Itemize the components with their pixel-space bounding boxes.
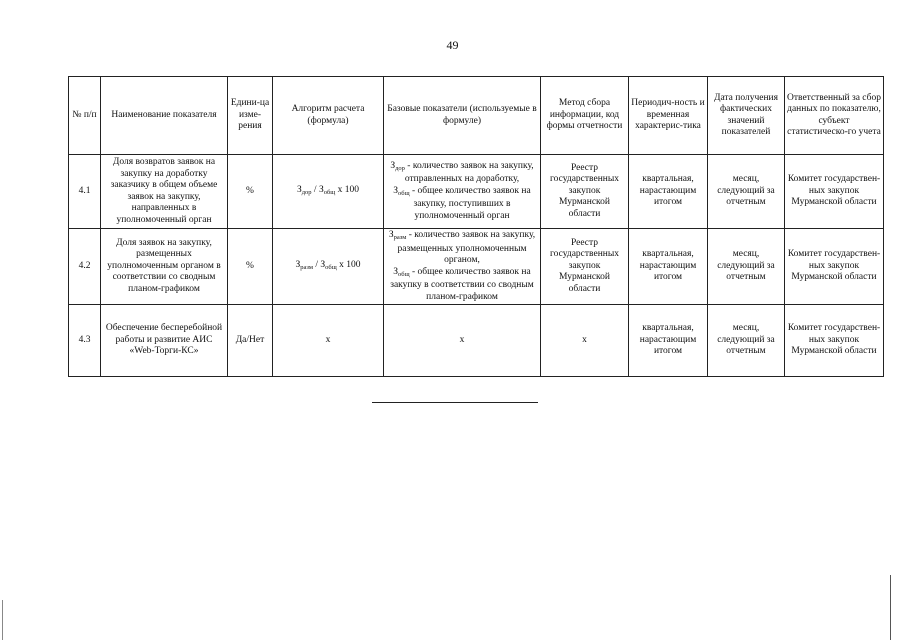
header-responsible: Ответственный за сбор данных по показателю, субъект статистическо-го учета (785, 77, 884, 155)
row-name: Обеспечение бесперебойной работы и развитие АИС «Web-Торги-КС» (101, 305, 228, 377)
row-period: квартальная, нарастающим итогом (629, 305, 708, 377)
header-date: Дата получения фактических значений показателей (708, 77, 785, 155)
indicators-table (68, 76, 884, 377)
row-date: месяц, следующий за отчетным (708, 229, 785, 305)
header-formula: Алгоритм расчета (формула) (273, 77, 384, 155)
scan-edge-line (890, 575, 891, 640)
table-row (69, 229, 884, 305)
header-unit: Едини-ца изме-рения (228, 77, 273, 155)
row-num: 4.3 (69, 305, 101, 377)
header-period: Периодич-ность и временная характерис-тика (629, 77, 708, 155)
row-base: $З_{разм}$ - количество заявок на закупку, размещенных уполномоченным органом, $З_{общ}$ - общее количество заявок на закупку в соответствии со сводным планом-графиком (384, 229, 541, 305)
row-responsible: Комитет государствен-ных закупок Мурманской области (785, 305, 884, 377)
row-formula: х (273, 305, 384, 377)
header-name: Наименование показателя (101, 77, 228, 155)
row-period: квартальная, нарастающим итогом (629, 229, 708, 305)
row-base: $З_{дор}$ - количество заявок на закупку, отправленных на доработку, $З_{общ}$ - общее количество заявок на закупку, поступивших в уполномоченный орган (384, 155, 541, 229)
row-unit: % (228, 155, 273, 229)
row-method: Реестр государственных закупок Мурманской области (541, 229, 629, 305)
row-responsible: Комитет государствен-ных закупок Мурманской области (785, 155, 884, 229)
row-date: месяц, следующий за отчетным (708, 155, 785, 229)
header-num: № п/п (69, 77, 101, 155)
row-name: Доля возвратов заявок на закупку на доработку заказчику в общем объеме заявок на закупку, направленных в уполномоченный орган (101, 155, 228, 229)
row-num: 4.2 (69, 229, 101, 305)
row-unit: % (228, 229, 273, 305)
row-method: х (541, 305, 629, 377)
scan-edge-line (2, 600, 3, 640)
row-base: х (384, 305, 541, 377)
row-name: Доля заявок на закупку, размещенных уполномоченным органом в соответствии со сводным планом-графиком (101, 229, 228, 305)
row-period: квартальная, нарастающим итогом (629, 155, 708, 229)
page-number: 49 (446, 38, 459, 52)
header-method: Метод сбора информации, код формы отчетности (541, 77, 629, 155)
closing-rule (372, 402, 538, 403)
row-num: 4.1 (69, 155, 101, 229)
row-responsible: Комитет государствен-ных закупок Мурманской области (785, 229, 884, 305)
row-formula: $З_{дор} / З_{общ}$ x 100 (273, 155, 384, 229)
row-unit: Да/Нет (228, 305, 273, 377)
row-date: месяц, следующий за отчетным (708, 305, 785, 377)
row-formula: $З_{разм} / З_{общ}$ x 100 (273, 229, 384, 305)
table-row (69, 305, 884, 377)
header-base: Базовые показатели (используемые в формуле) (384, 77, 541, 155)
table-header-row (69, 77, 884, 155)
table-row (69, 155, 884, 229)
row-method: Реестр государственных закупок Мурманской области (541, 155, 629, 229)
